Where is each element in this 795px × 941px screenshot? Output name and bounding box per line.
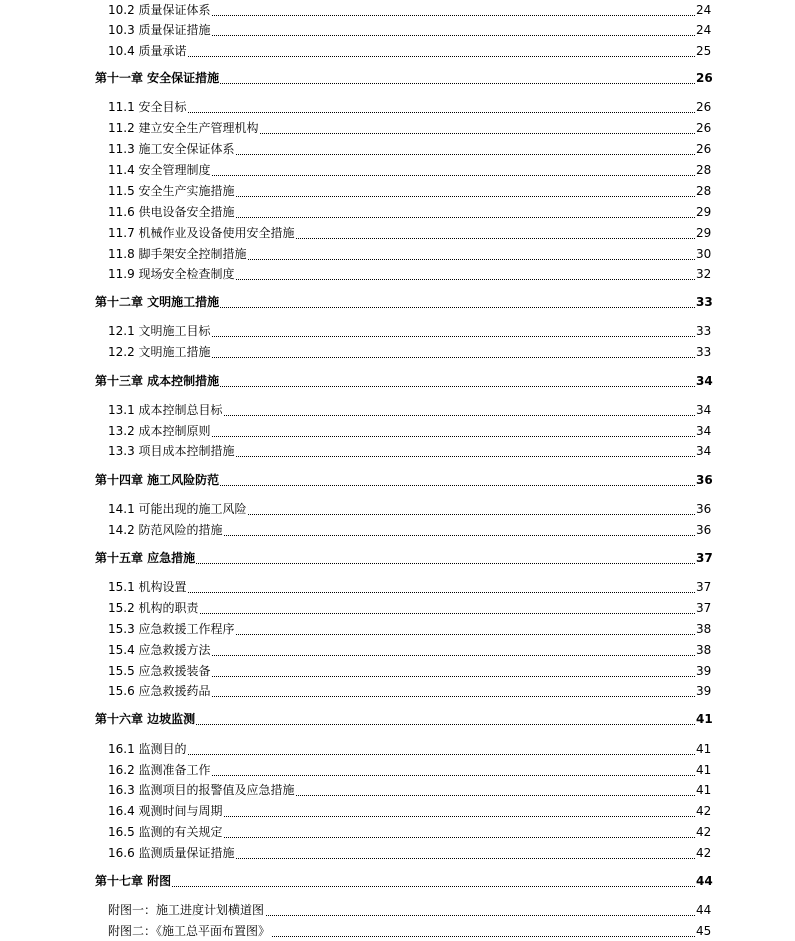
toc-entry-title: 第十一章 安全保证措施	[95, 68, 220, 88]
dot-leader	[112, 592, 695, 593]
toc-section-entry[interactable]	[0, 801, 795, 821]
toc-page-number: 41	[695, 760, 708, 780]
toc-page-number: 44	[695, 871, 708, 891]
toc-page-number: 26	[695, 97, 708, 117]
toc-page-number: 26	[695, 68, 708, 88]
toc-entry-title: 16.3 监测项目的报警值及应急措施	[108, 780, 296, 800]
toc-entry-title: 14.2 防范风险的措施	[108, 520, 224, 540]
toc-page-number: 29	[695, 202, 708, 222]
toc-section-entry[interactable]	[0, 244, 795, 264]
toc-page-number: 28	[695, 181, 708, 201]
toc-section-entry[interactable]	[0, 843, 795, 863]
toc-entry-title: 第十四章 施工风险防范	[95, 470, 220, 490]
toc-entry-title: 12.1 文明施工目标	[108, 321, 212, 341]
dot-leader	[112, 112, 695, 113]
toc-section-entry[interactable]	[0, 139, 795, 159]
toc-section-entry[interactable]	[0, 681, 795, 701]
toc-section-entry[interactable]	[0, 822, 795, 842]
toc-section-entry[interactable]	[0, 0, 795, 20]
toc-entry-title: 11.7 机械作业及设备使用安全措施	[108, 223, 296, 243]
toc-section-entry[interactable]	[0, 342, 795, 362]
toc-section-entry[interactable]	[0, 202, 795, 222]
toc-page-number: 41	[695, 780, 708, 800]
toc-section-entry[interactable]	[0, 520, 795, 540]
toc-chapter-entry[interactable]	[0, 709, 795, 729]
toc-page-number: 37	[695, 598, 708, 618]
toc-chapter-entry[interactable]	[0, 371, 795, 391]
toc-section-entry[interactable]	[0, 577, 795, 597]
toc-entry-title: 15.3 应急救援工作程序	[108, 619, 236, 639]
toc-entry-title: 16.6 监测质量保证措施	[108, 843, 236, 863]
toc-page-number: 25	[695, 41, 708, 61]
toc-section-entry[interactable]	[0, 118, 795, 138]
toc-entry-title: 15.4 应急救援方法	[108, 640, 212, 660]
toc-section-entry[interactable]	[0, 421, 795, 441]
toc-entry-title: 第十三章 成本控制措施	[95, 371, 220, 391]
toc-page-number: 41	[695, 709, 708, 729]
toc-section-entry[interactable]	[0, 640, 795, 660]
toc-page-number: 26	[695, 118, 708, 138]
toc-section-entry[interactable]	[0, 900, 795, 920]
toc-entry-title: 13.1 成本控制总目标	[108, 400, 224, 420]
toc-entry-title: 10.4 质量承诺	[108, 41, 188, 61]
toc-entry-title: 11.2 建立安全生产管理机构	[108, 118, 260, 138]
toc-page-number: 30	[695, 244, 708, 264]
toc-page-number: 38	[695, 640, 708, 660]
toc-section-entry[interactable]	[0, 780, 795, 800]
toc-page-number: 37	[695, 548, 708, 568]
toc-section-entry[interactable]	[0, 619, 795, 639]
toc-section-entry[interactable]	[0, 400, 795, 420]
toc-page-number: 42	[695, 843, 708, 863]
toc-entry-title: 11.4 安全管理制度	[108, 160, 212, 180]
toc-section-entry[interactable]	[0, 321, 795, 341]
toc-page-number: 38	[695, 619, 708, 639]
toc-chapter-entry[interactable]	[0, 871, 795, 891]
toc-page-number: 24	[695, 0, 708, 20]
toc-page-number: 26	[695, 139, 708, 159]
toc-chapter-entry[interactable]	[0, 548, 795, 568]
toc-chapter-entry[interactable]	[0, 470, 795, 490]
toc-section-entry[interactable]	[0, 441, 795, 461]
toc-page-number: 36	[695, 499, 708, 519]
toc-entry-title: 15.2 机构的职责	[108, 598, 200, 618]
toc-entry-title: 16.5 监测的有关规定	[108, 822, 224, 842]
toc-entry-title: 12.2 文明施工措施	[108, 342, 212, 362]
toc-page-number: 34	[695, 441, 708, 461]
toc-page-number: 33	[695, 321, 708, 341]
toc-entry-title: 15.1 机构设置	[108, 577, 188, 597]
toc-entry-title: 14.1 可能出现的施工风险	[108, 499, 248, 519]
toc-page-number: 33	[695, 342, 708, 362]
toc-entry-title: 16.4 观测时间与周期	[108, 801, 224, 821]
toc-entry-title: 11.1 安全目标	[108, 97, 188, 117]
toc-page-number: 42	[695, 801, 708, 821]
toc-section-entry[interactable]	[0, 598, 795, 618]
toc-entry-title: 15.6 应急救援药品	[108, 681, 212, 701]
toc-entry-title: 11.3 施工安全保证体系	[108, 139, 236, 159]
toc-entry-title: 11.9 现场安全检查制度	[108, 264, 236, 284]
toc-page-number: 34	[695, 400, 708, 420]
toc-page-number: 36	[695, 520, 708, 540]
toc-entry-title: 16.2 监测准备工作	[108, 760, 212, 780]
toc-section-entry[interactable]	[0, 661, 795, 681]
toc-entry-title: 11.6 供电设备安全措施	[108, 202, 236, 222]
toc-section-entry[interactable]	[0, 20, 795, 40]
toc-section-entry[interactable]	[0, 41, 795, 61]
toc-page-number: 39	[695, 661, 708, 681]
toc-page-number: 28	[695, 160, 708, 180]
toc-entry-title: 第十六章 边坡监测	[95, 709, 196, 729]
toc-section-entry[interactable]	[0, 760, 795, 780]
toc-page-number: 37	[695, 577, 708, 597]
toc-page-number: 34	[695, 371, 708, 391]
toc-entry-title: 第十二章 文明施工措施	[95, 292, 220, 312]
toc-entry-title: 附图一：施工进度计划横道图	[108, 900, 265, 920]
dot-leader	[100, 886, 695, 887]
toc-chapter-entry[interactable]	[0, 292, 795, 312]
toc-entry-title: 11.8 脚手架安全控制措施	[108, 244, 248, 264]
dot-leader	[112, 56, 695, 57]
toc-entry-title: 10.2 质量保证体系	[108, 0, 212, 20]
toc-section-entry[interactable]	[0, 223, 795, 243]
toc-entry-title: 15.5 应急救援装备	[108, 661, 212, 681]
toc-page-number: 44	[695, 900, 708, 920]
toc-chapter-entry[interactable]	[0, 68, 795, 88]
toc-section-entry[interactable]	[0, 921, 795, 941]
toc-entry-title: 10.3 质量保证措施	[108, 20, 212, 40]
toc-section-entry[interactable]	[0, 499, 795, 519]
toc-page-number: 24	[695, 20, 708, 40]
toc-entry-title: 第十七章 附图	[95, 871, 172, 891]
toc-page-number: 36	[695, 470, 708, 490]
dot-leader	[112, 754, 695, 755]
toc-section-entry[interactable]	[0, 739, 795, 759]
toc-page-number: 33	[695, 292, 708, 312]
toc-section-entry[interactable]	[0, 181, 795, 201]
toc-page-number: 39	[695, 681, 708, 701]
toc-page-number: 41	[695, 739, 708, 759]
toc-page-number: 42	[695, 822, 708, 842]
toc-entry-title: 13.3 项目成本控制措施	[108, 441, 236, 461]
toc-section-entry[interactable]	[0, 97, 795, 117]
toc-page-number: 34	[695, 421, 708, 441]
toc-section-entry[interactable]	[0, 160, 795, 180]
toc-entry-title: 13.2 成本控制原则	[108, 421, 212, 441]
toc-entry-title: 附图二：《施工总平面布置图》	[108, 921, 271, 941]
toc-page-number: 45	[695, 921, 708, 941]
toc-page-number: 29	[695, 223, 708, 243]
toc-page-number: 32	[695, 264, 708, 284]
toc-entry-title: 16.1 监测目的	[108, 739, 188, 759]
toc-entry-title: 11.5 安全生产实施措施	[108, 181, 236, 201]
toc-section-entry[interactable]	[0, 264, 795, 284]
toc-entry-title: 第十五章 应急措施	[95, 548, 196, 568]
